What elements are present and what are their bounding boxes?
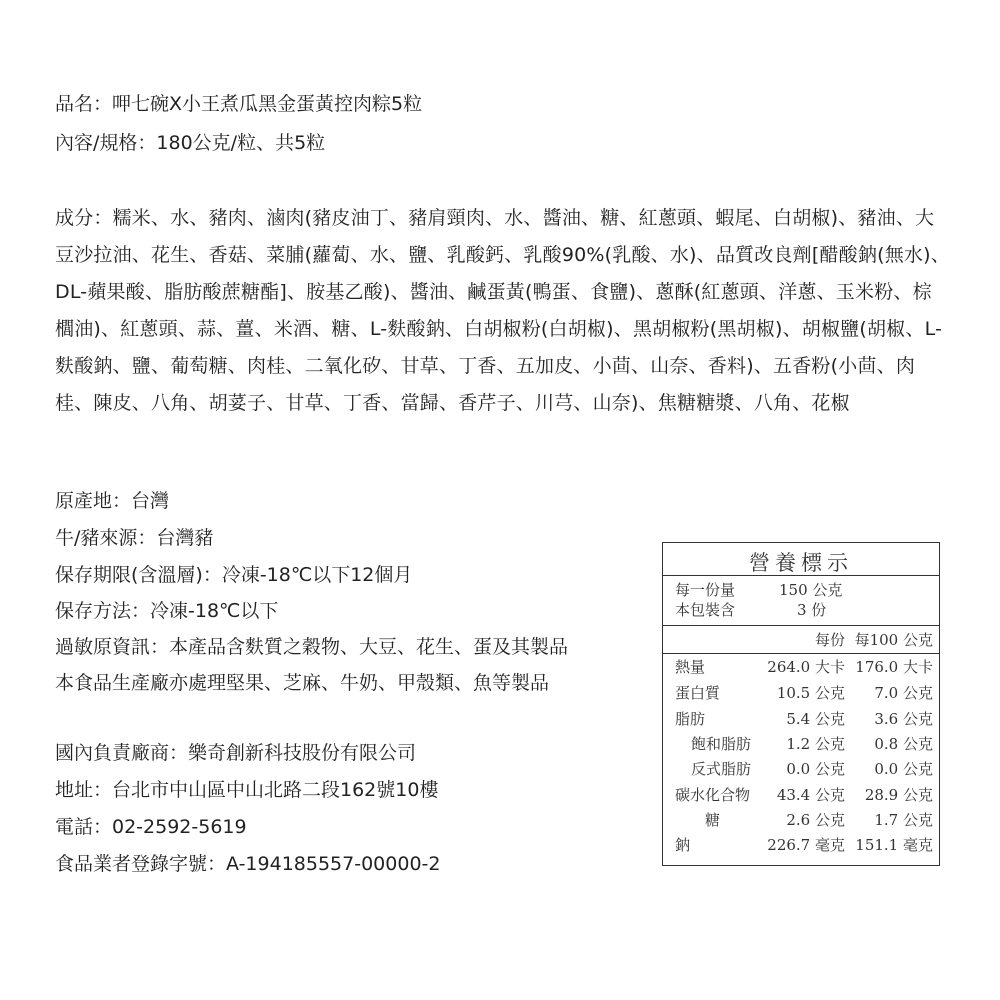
origin-text: 原產地：台灣 bbox=[55, 490, 170, 512]
column-header-per-100g: 每100 公克 bbox=[854, 631, 933, 649]
nutrient-per-serving: 5.4 公克 bbox=[786, 710, 845, 728]
nutrient-per-serving: 2.6 公克 bbox=[786, 811, 845, 829]
nutrition-facts-panel bbox=[662, 542, 940, 866]
nutrient-per-serving: 1.2 公克 bbox=[786, 735, 845, 753]
nutrient-per-serving: 0.0 公克 bbox=[786, 760, 845, 778]
ingredients-text: 成分：糯米、水、豬肉、滷肉(豬皮油丁、豬肩頸肉、水、醬油、糖、紅蔥頭、蝦尾、白胡椒)、豬油、大豆沙拉油、花生、香菇、菜脯(蘿蔔、水、鹽、乳酸鈣、乳酸90%(乳酸、水)、品質改良劑[醋酸鈉(無水)、DL-蘋果酸、脂肪酸蔗糖酯]、胺基乙酸)、醬油、鹹蛋黃(鴨蛋、食鹽)、蔥酥(紅蔥頭、洋蔥、玉米粉、棕櫚油)、紅蔥頭、蒜、薑、米酒、糖、L-麩酸鈉、白胡椒粉(白胡椒)、黑胡椒粉(黑胡椒)、胡椒鹽(胡椒、L-麩酸鈉、鹽、葡萄糖、肉桂、二氧化矽、甘草、丁香、五加皮、小茴、山奈、香料)、五香粉(小茴、肉桂、陳皮、八角、胡荽子、甘草、丁香、當歸、香芹子、川芎、山奈)、焦糖糖漿、八角、花椒 bbox=[55, 207, 950, 414]
shelf-life-text: 保存期限(含溫層)：冷凍-18℃以下12個月 bbox=[55, 564, 413, 586]
nutrient-per-serving: 43.4 公克 bbox=[776, 786, 845, 804]
serving-size-label: 每一份量 bbox=[675, 581, 736, 599]
divider bbox=[663, 653, 939, 654]
servings-per-package-label: 本包裝含 bbox=[675, 601, 736, 619]
divider bbox=[663, 575, 939, 576]
nutrient-name: 鈉 bbox=[675, 836, 691, 854]
nutrient-per-100g: 0.8 公克 bbox=[874, 735, 933, 753]
nutrient-per-serving: 226.7 毫克 bbox=[767, 836, 845, 854]
servings-per-package-value: 3 份 bbox=[797, 601, 827, 619]
nutrient-per-100g: 1.7 公克 bbox=[874, 811, 933, 829]
nutrient-per-100g: 151.1 毫克 bbox=[855, 836, 933, 854]
manufacturer-text: 國內負責廠商：樂奇創新科技股份有限公司 bbox=[55, 742, 417, 764]
nutrient-per-serving: 10.5 公克 bbox=[776, 684, 845, 702]
nutrient-name: 脂肪 bbox=[675, 710, 706, 728]
phone-text: 電話：02-2592-5619 bbox=[55, 816, 247, 838]
nutrient-per-100g: 176.0 大卡 bbox=[855, 658, 933, 676]
column-header-per-serving: 每份 bbox=[814, 631, 845, 649]
registration-text: 食品業者登錄字號：A-194185557-00000-2 bbox=[55, 853, 441, 875]
product-name: 品名：呷七碗X小王煮瓜黑金蛋黃控肉粽5粒 bbox=[55, 93, 423, 115]
meat-source-text: 牛/豬來源：台灣豬 bbox=[55, 527, 214, 549]
nutrient-name: 反式脂肪 bbox=[691, 760, 752, 778]
facility-allergen-text: 本食品生產廠亦處理堅果、芝麻、牛奶、甲殼類、魚等製品 bbox=[55, 672, 550, 694]
nutrient-name: 熱量 bbox=[675, 658, 706, 676]
serving-size-value: 150 公克 bbox=[779, 581, 843, 599]
product-spec: 內容/規格：180公克/粒、共5粒 bbox=[55, 132, 326, 154]
storage-text: 保存方法：冷凍-18℃以下 bbox=[55, 600, 279, 622]
divider bbox=[663, 625, 939, 626]
nutrient-per-100g: 3.6 公克 bbox=[874, 710, 933, 728]
nutrient-name: 飽和脂肪 bbox=[691, 735, 752, 753]
nutrient-per-100g: 28.9 公克 bbox=[864, 786, 933, 804]
address-text: 地址：台北市中山區中山北路二段162號10樓 bbox=[55, 779, 439, 801]
nutrient-name: 碳水化合物 bbox=[675, 786, 751, 804]
nutrient-per-100g: 7.0 公克 bbox=[874, 684, 933, 702]
nutrient-per-serving: 264.0 大卡 bbox=[767, 658, 845, 676]
allergen-text: 過敏原資訊：本產品含麩質之穀物、大豆、花生、蛋及其製品 bbox=[55, 636, 569, 658]
nutrient-name: 蛋白質 bbox=[675, 684, 721, 702]
nutrient-name: 糖 bbox=[705, 811, 721, 829]
nutrient-per-100g: 0.0 公克 bbox=[874, 760, 933, 778]
nutrition-title: 營養標示 bbox=[749, 551, 853, 575]
